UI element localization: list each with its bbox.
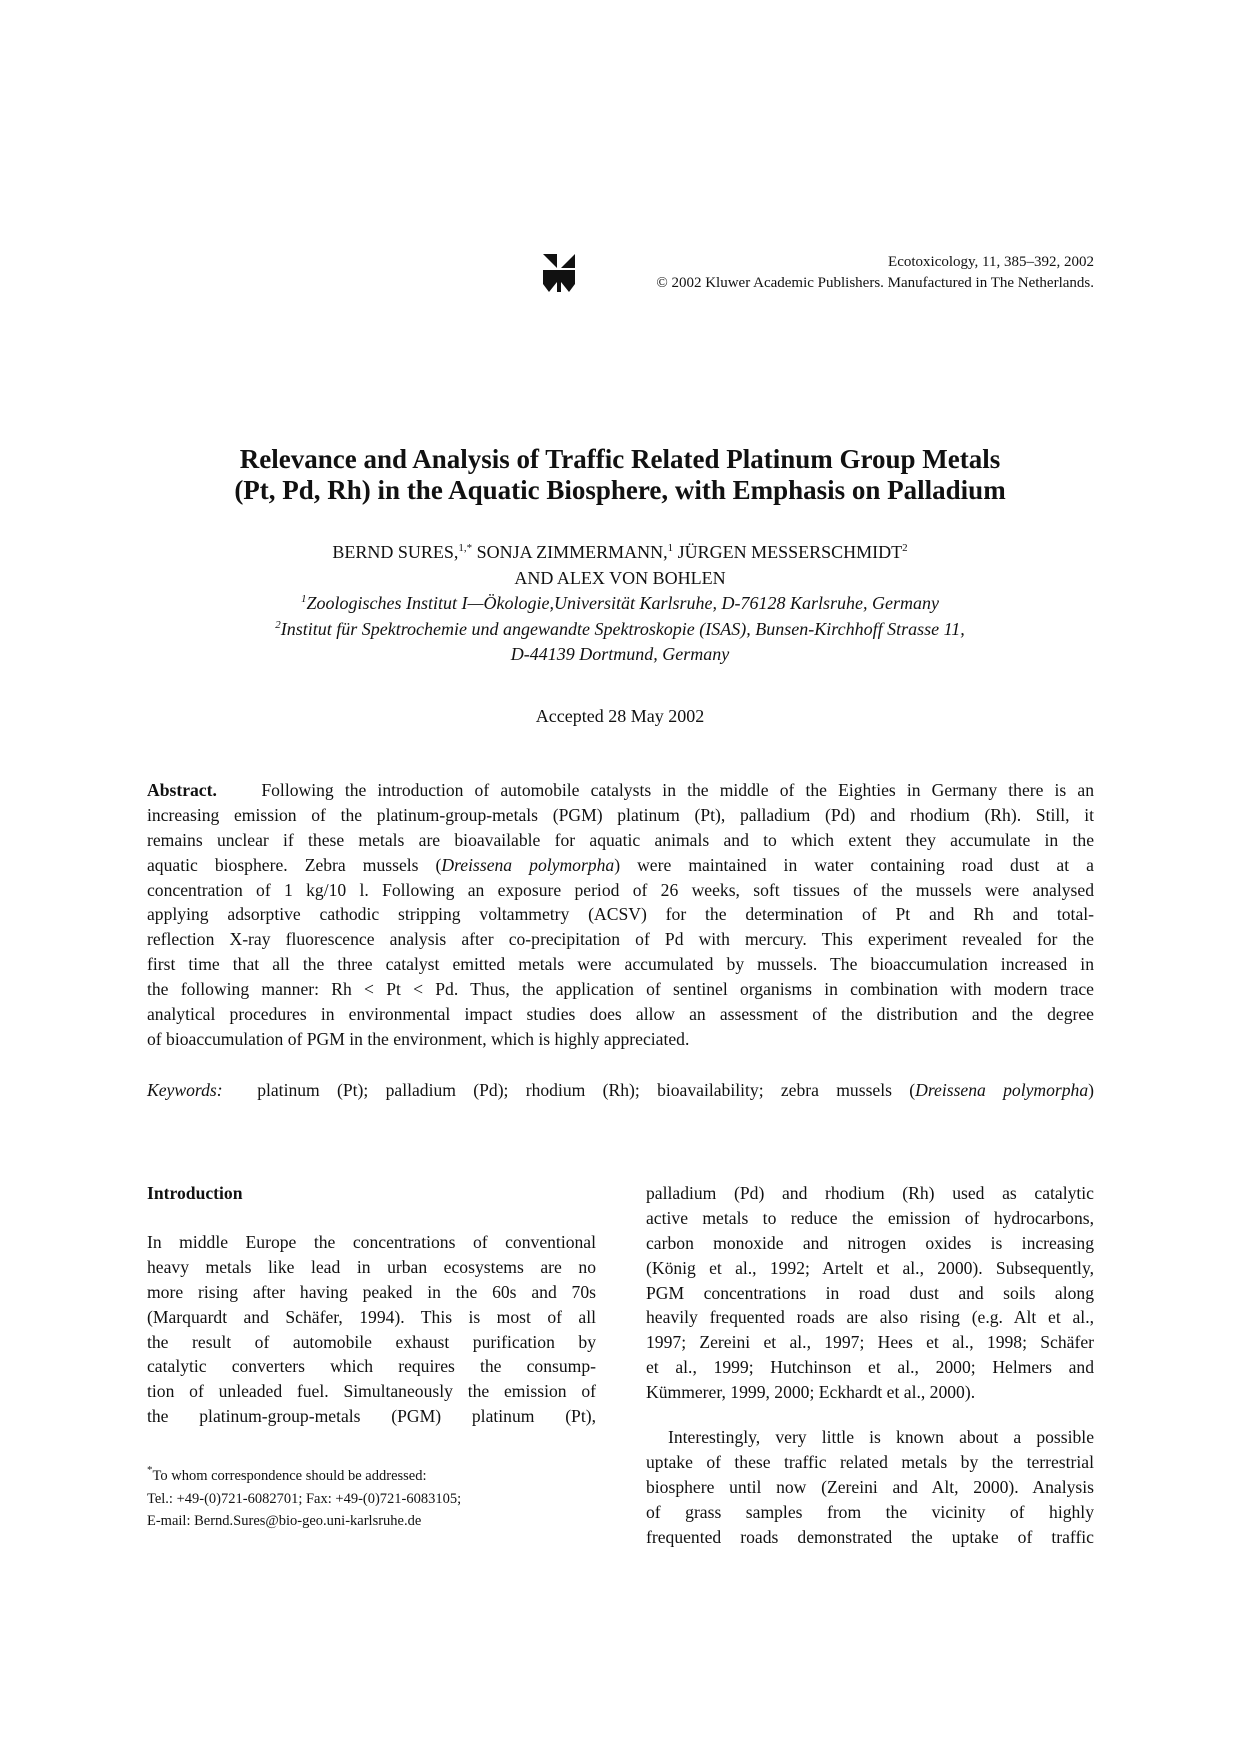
footnote-line: E-mail: Bernd.Sures@bio-geo.uni-karlsruhe.de	[147, 1513, 422, 1529]
affiliation: Zoologisches Institut I—Ökologie,Universität Karlsruhe, D-76128 Karlsruhe, Germany	[306, 593, 939, 613]
author-sup: 1	[667, 542, 674, 554]
text-line: palladium (Pd) and rhodium (Rh) used as catalytic	[646, 1183, 1094, 1203]
text-line: tion of unleaded fuel. Simultaneously the emission of	[147, 1381, 596, 1402]
text-line: concentration of 1 kg/10 l. Following an exposure period of 26 weeks, soft tissues of the mussels were analysed	[147, 879, 1094, 900]
text-line: 1997; Zereini et al., 1997; Hees et al., 1998; Schäfer	[646, 1332, 1094, 1353]
journal-header	[656, 252, 1094, 294]
footnote-line: To whom correspondence should be addressed:	[152, 1468, 427, 1484]
text-line: PGM concentrations in road dust and soils along	[646, 1282, 1094, 1303]
text-line: the result of automobile exhaust purification by	[147, 1331, 596, 1352]
text-line: more rising after having peaked in the 60s and 70s	[147, 1281, 596, 1302]
aff-sup: 2	[275, 618, 281, 631]
text-line: catalytic converters which requires the consump-	[147, 1356, 596, 1377]
author: AND ALEX VON BOHLEN	[514, 567, 726, 588]
intro-right-column	[646, 1181, 1094, 1549]
author-sup: 2	[902, 542, 908, 554]
footnote-line: Tel.: +49-(0)721-6082701; Fax: +49-(0)721-6083105;	[147, 1490, 462, 1507]
text-line: remains unclear if these metals are bioavailable for aquatic animals and to which extent they accumulate in the	[147, 829, 1094, 850]
author-list	[0, 540, 1240, 591]
text-line: Abstract. Following the introduction of automobile catalysts in the middle of the Eighties in Germany there is an	[147, 780, 1094, 800]
text-line: applying adsorptive cathodic stripping voltammetry (ACSV) for the determination of Pt and Rh and total-	[147, 904, 1094, 925]
accepted-date: Accepted 28 May 2002	[535, 706, 705, 726]
text-line: Interestingly, very little is known about a possible	[668, 1427, 1094, 1448]
text-line: the platinum-group-metals (PGM) platinum (Pt),	[147, 1406, 596, 1427]
author-sup: 1,*	[458, 542, 473, 554]
text-line: first time that all the three catalyst emitted metals were accumulated by mussels. The bioaccumulation increased in	[147, 954, 1094, 975]
text-line: biosphere until now (Zereini and Alt, 2000). Analysis	[646, 1476, 1094, 1497]
keywords-text: platinum (Pt); palladium (Pd); rhodium (Rh); bioavailability; zebra mussels (Dreissena polymorpha)	[257, 1080, 1094, 1100]
text-line: In middle Europe the concentrations of conventional	[147, 1232, 596, 1252]
section-heading: Introduction	[147, 1183, 243, 1203]
text-line: reflection X-ray fluorescence analysis after co-precipitation of Pd with mercury. This experiment revealed for the	[147, 929, 1094, 950]
aff-sup: 1	[301, 593, 307, 605]
author: SONJA ZIMMERMANN,	[472, 542, 668, 562]
intro-left-column	[147, 1230, 596, 1429]
keywords	[147, 1078, 1094, 1103]
text-line: et al., 1999; Hutchinson et al., 2000; Helmers and	[646, 1357, 1094, 1378]
text-line: heavily frequented roads are also rising (e.g. Alt et al.,	[646, 1307, 1094, 1328]
footnote	[147, 1465, 461, 1533]
text-line: heavy metals like lead in urban ecosystems are no	[147, 1256, 596, 1277]
abstract-label: Abstract.	[147, 780, 217, 800]
journal-citation: Ecotoxicology, 11, 385–392, 2002	[888, 254, 1094, 270]
text-line: aquatic biosphere. Zebra mussels (Dreissena polymorpha) were maintained in water containing road dust at a	[147, 854, 1094, 875]
affiliations	[0, 591, 1240, 668]
copyright-line: © 2002 Kluwer Academic Publishers. Manufactured in The Netherlands.	[656, 275, 1094, 291]
author: BERND SURES,	[332, 542, 459, 562]
text-line: (König et al., 1992; Artelt et al., 2000). Subsequently,	[646, 1257, 1094, 1278]
title-line: Relevance and Analysis of Traffic Related Platinum Group Metals	[239, 444, 1001, 474]
paper-title	[0, 444, 1240, 506]
text-line: (Marquardt and Schäfer, 1994). This is most of all	[147, 1306, 596, 1327]
footnote-mark: *	[147, 1464, 153, 1476]
title-line: (Pt, Pd, Rh) in the Aquatic Biosphere, with Emphasis on Palladium	[234, 475, 1006, 505]
text-line: of grass samples from the vicinity of highly	[646, 1501, 1094, 1522]
text-line: analytical procedures in environmental impact studies does allow an assessment of the distribution and the degree	[147, 1004, 1094, 1025]
affiliation: Institut für Spektrochemie und angewandte Spektroskopie (ISAS), Bunsen-Kirchhoff Strasse 11,	[280, 618, 965, 639]
text-line: frequented roads demonstrated the uptake of traffic	[646, 1526, 1094, 1547]
text-line: active metals to reduce the emission of hydrocarbons,	[646, 1207, 1094, 1228]
affiliation: D-44139 Dortmund, Germany	[510, 644, 730, 664]
text-line: of bioaccumulation of PGM in the environment, which is highly appreciated.	[147, 1028, 690, 1049]
publisher-logo	[541, 252, 577, 294]
keywords-label: Keywords:	[147, 1080, 223, 1100]
text-line: the following manner: Rh < Pt < Pd. Thus, the application of sentinel organisms in combination with modern trace	[147, 979, 1094, 1000]
abstract	[147, 778, 1094, 1052]
text-line: increasing emission of the platinum-group-metals (PGM) platinum (Pt), palladium (Pd) and rhodium (Rh). Still, it	[147, 804, 1094, 825]
text-line: carbon monoxide and nitrogen oxides is increasing	[646, 1232, 1094, 1253]
text-line: uptake of these traffic related metals by the terrestrial	[646, 1451, 1094, 1472]
text-line: Kümmerer, 1999, 2000; Eckhardt et al., 2000).	[646, 1382, 976, 1403]
author: JÜRGEN MESSERSCHMIDT	[673, 542, 903, 562]
